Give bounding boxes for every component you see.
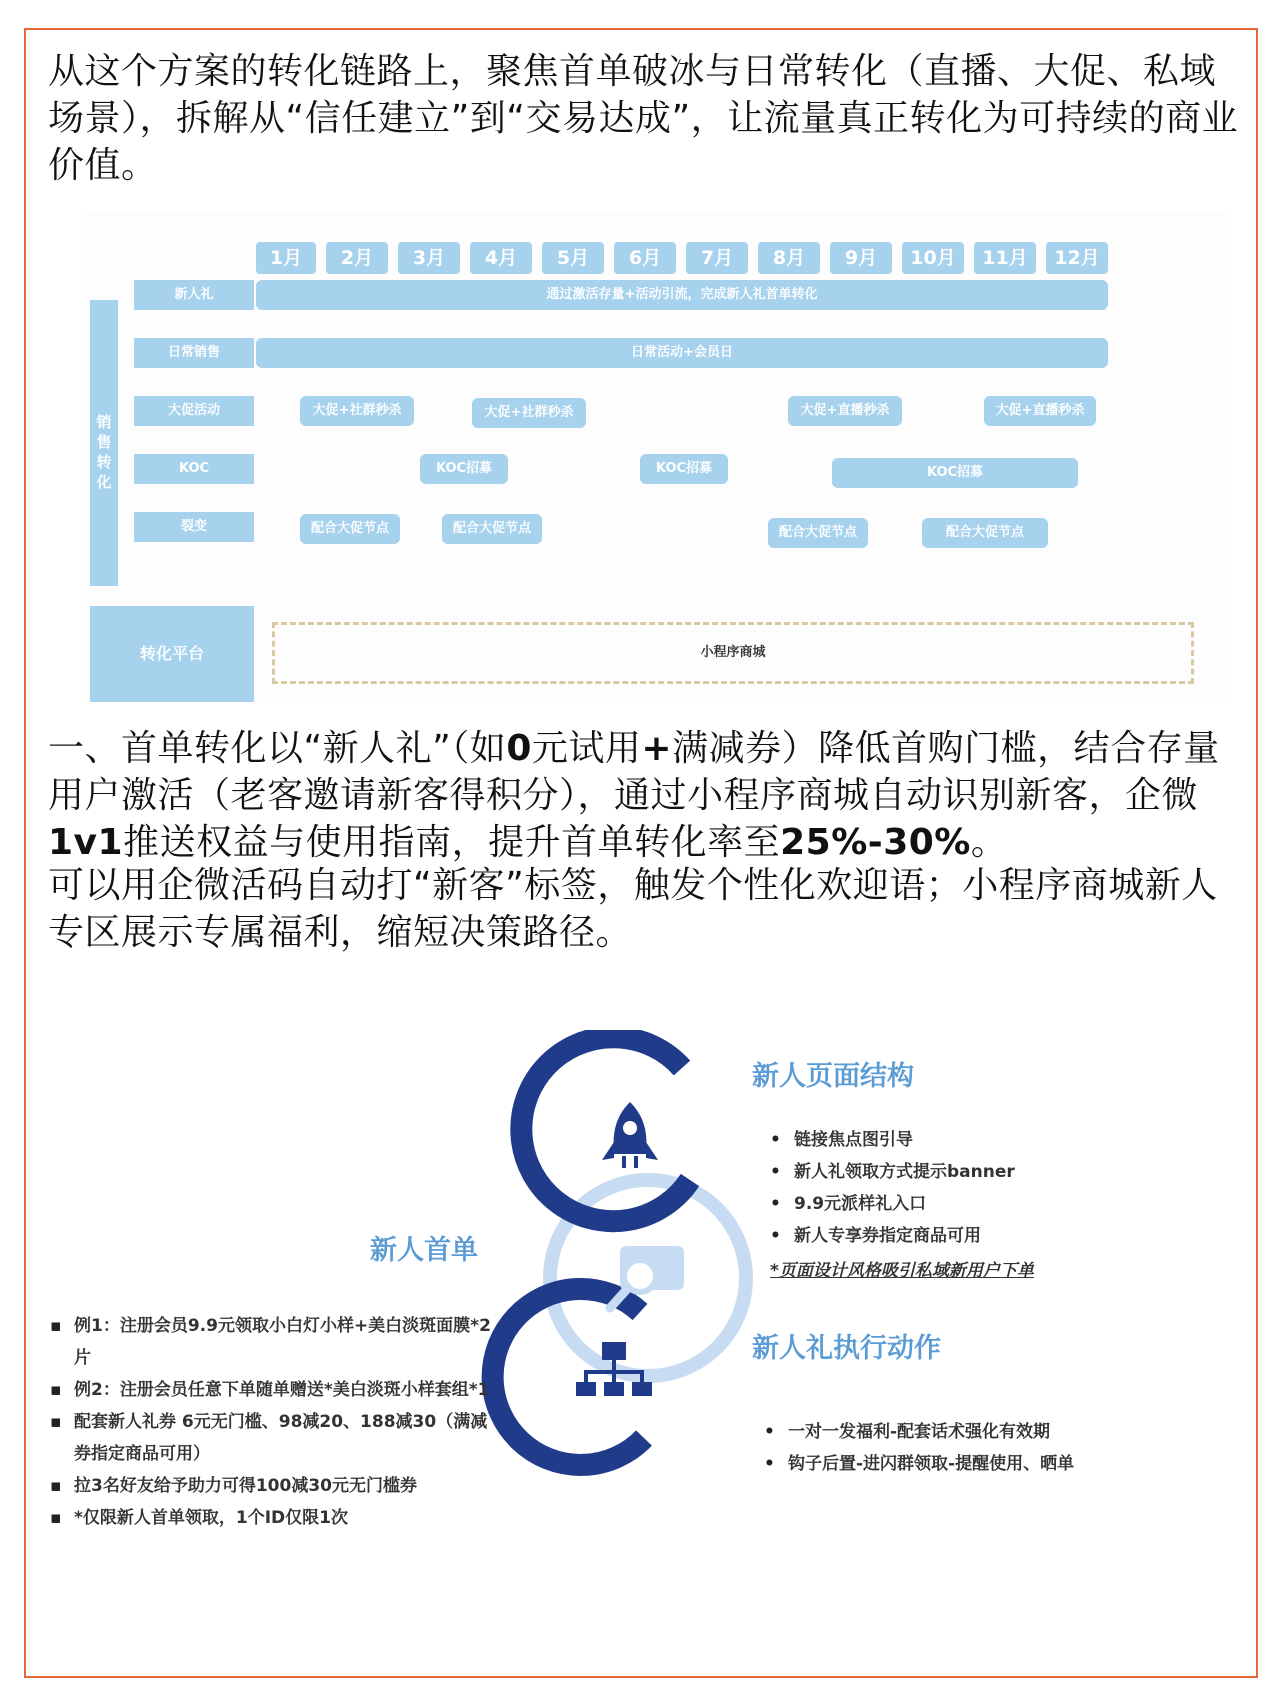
month-label: 3月 [398, 242, 460, 274]
list-item: • 9.9元派样礼入口 [766, 1188, 1186, 1220]
bar-daily-sales: 日常活动+会员日 [256, 338, 1108, 368]
bar-koc: KOC招募 [832, 458, 1078, 488]
list-item: ▪ 例1：注册会员9.9元领取小白灯小样+美白淡斑面膜*2片 [46, 1310, 496, 1374]
list-item: • 一对一发福利-配套话术强化有效期 [760, 1416, 1200, 1448]
magnifier-icon [610, 1246, 684, 1308]
list-item: • 新人礼领取方式提示banner [766, 1156, 1186, 1188]
list-item: ▪ 配套新人礼券 6元无门槛、98减20、188减30（满减券指定商品可用） [46, 1406, 496, 1470]
row-label-daily-sales: 日常销售 [134, 338, 254, 368]
list-item: • 钩子后置-进闪群领取-提醒使用、晒单 [760, 1448, 1200, 1480]
p2-text: 。 [970, 822, 1008, 863]
intro-paragraph: 从这个方案的转化链路上，聚焦首单破冰与日常转化（直播、大促、私域场景），拆解从“信任建立”到“交易达成”，让流量真正转化为可持续的商业价值。 [48, 51, 1239, 186]
bar-fission: 配合大促节点 [300, 514, 400, 544]
execution-list [760, 1416, 1200, 1480]
center-title: 新人首单 [370, 1235, 478, 1266]
p2-text: 一、首单转化以“新人礼”（如 [48, 728, 507, 769]
month-label: 11月 [974, 242, 1036, 274]
sales-timeline-chart [86, 212, 1226, 704]
bar-promo: 大促+直播秒杀 [788, 396, 902, 426]
bar-fission: 配合大促节点 [768, 518, 868, 548]
bar-promo: 大促+社群秒杀 [300, 396, 414, 426]
platform-label: 转化平台 [90, 606, 254, 702]
wecom-paragraph: 可以用企微活码自动打“新客”标签，触发个性化欢迎语；小程序商城新人专区展示专属福利，缩短决策路径。 [48, 865, 1218, 953]
bar-new-gift: 通过激活存量+活动引流，完成新人礼首单转化 [256, 280, 1108, 310]
p2-text: 满减券）降低首购门槛，结合存量用户激活（老客邀请新客得积分），通过小程序商城自动识别新客，企微 [48, 728, 1220, 816]
month-label: 6月 [614, 242, 676, 274]
left-example-list [46, 1310, 496, 1534]
row-label-koc: KOC [134, 454, 254, 484]
p2-bold: + [641, 728, 673, 769]
month-label: 9月 [830, 242, 892, 274]
page-design-note: *页面设计风格吸引私域新用户下单 [770, 1261, 1034, 1281]
page-structure-list [766, 1124, 1186, 1252]
list-item: ▪ *仅限新人首单领取，1个ID仅限1次 [46, 1502, 496, 1534]
list-item: • 新人专享券指定商品可用 [766, 1220, 1186, 1252]
bar-promo: 大促+直播秒杀 [984, 396, 1096, 426]
month-label: 1月 [256, 242, 316, 274]
rocket-icon [602, 1102, 658, 1168]
row-label-new-gift: 新人礼 [134, 280, 254, 310]
row-label-fission: 裂变 [134, 512, 254, 542]
page-structure-title: 新人页面结构 [752, 1061, 914, 1092]
execution-title: 新人礼执行动作 [752, 1333, 941, 1364]
bar-fission: 配合大促节点 [922, 518, 1048, 548]
new-customer-infographic [40, 1030, 1220, 1590]
month-label: 10月 [902, 242, 964, 274]
sales-conversion-side-label: 销售转化 [90, 300, 118, 586]
month-label: 7月 [686, 242, 748, 274]
p2-text: 推送权益与使用指南，提升首单转化率至 [123, 822, 781, 863]
month-label: 5月 [542, 242, 604, 274]
bar-koc: KOC招募 [640, 454, 728, 484]
list-item: ▪ 拉3名好友给予助力可得100减30元无门槛券 [46, 1470, 496, 1502]
p2-bold: 25%-30% [780, 822, 971, 863]
list-item: ▪ 例2：注册会员任意下单随单赠送*美白淡斑小样套组*1 [46, 1374, 496, 1406]
month-label: 2月 [326, 242, 388, 274]
platform-value-box: 小程序商城 [272, 622, 1194, 684]
bar-fission: 配合大促节点 [442, 514, 542, 544]
month-label: 4月 [470, 242, 532, 274]
p2-bold: 0 [506, 728, 532, 769]
row-label-promo: 大促活动 [134, 396, 254, 426]
first-order-paragraph [48, 725, 1248, 866]
p2-bold: 1v1 [48, 822, 124, 863]
list-item: • 链接焦点图引导 [766, 1124, 1186, 1156]
p2-text: 元试用 [531, 728, 642, 769]
month-label: 12月 [1046, 242, 1108, 274]
bar-koc: KOC招募 [420, 454, 508, 484]
month-label: 8月 [758, 242, 820, 274]
bar-promo: 大促+社群秒杀 [472, 398, 586, 428]
